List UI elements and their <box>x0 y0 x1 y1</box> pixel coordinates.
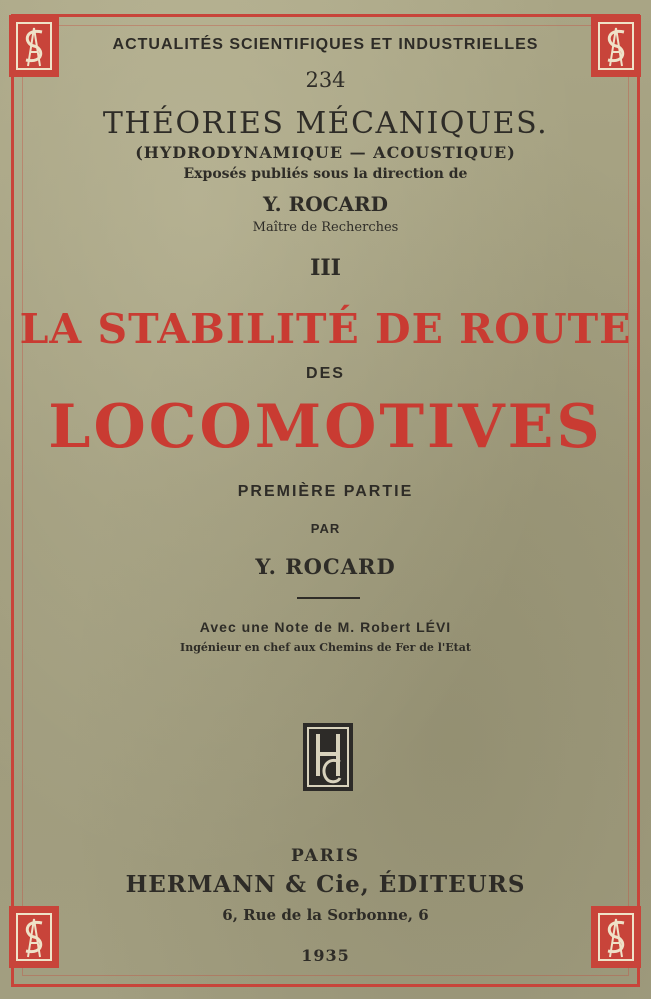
director-title: Maître de Recherches <box>252 220 399 235</box>
book-title-line1: LA STABILITÉ DE ROUTE <box>19 305 632 353</box>
book-title-line2: LOCOMOTIVES <box>48 392 603 462</box>
by-label: PAR <box>310 521 341 536</box>
publication-city: PARIS <box>290 846 361 866</box>
note-line: Avec une Note de M. Robert LÉVI <box>199 619 452 635</box>
director-name: Y. ROCARD <box>262 192 389 216</box>
volume-number: III <box>310 255 341 281</box>
part-label: PREMIÈRE PARTIE <box>237 483 414 500</box>
book-title-connector: DES <box>306 365 345 382</box>
publisher-logo-icon <box>303 723 353 791</box>
collection-subtitle: (HYDRODYNAMIQUE — ACOUSTIQUE) <box>135 143 516 162</box>
publisher-name: HERMANN & Cie, ÉDITEURS <box>125 871 526 898</box>
series-number: 234 <box>305 68 346 92</box>
series-name: ACTUALITÉS SCIENTIFIQUES ET INDUSTRIELLES <box>112 36 539 53</box>
publisher-address: 6, Rue de la Sorbonne, 6 <box>222 906 429 924</box>
author-name: Y. ROCARD <box>255 554 396 579</box>
exposes-line: Exposés publiés sous la direction de <box>183 166 468 182</box>
publication-year: 1935 <box>301 946 350 965</box>
collection-title: THÉORIES MÉCANIQUES. <box>102 106 549 141</box>
divider <box>297 597 360 599</box>
note-author-role: Ingénieur en chef aux Chemins de Fer de l'Etat <box>180 641 471 654</box>
